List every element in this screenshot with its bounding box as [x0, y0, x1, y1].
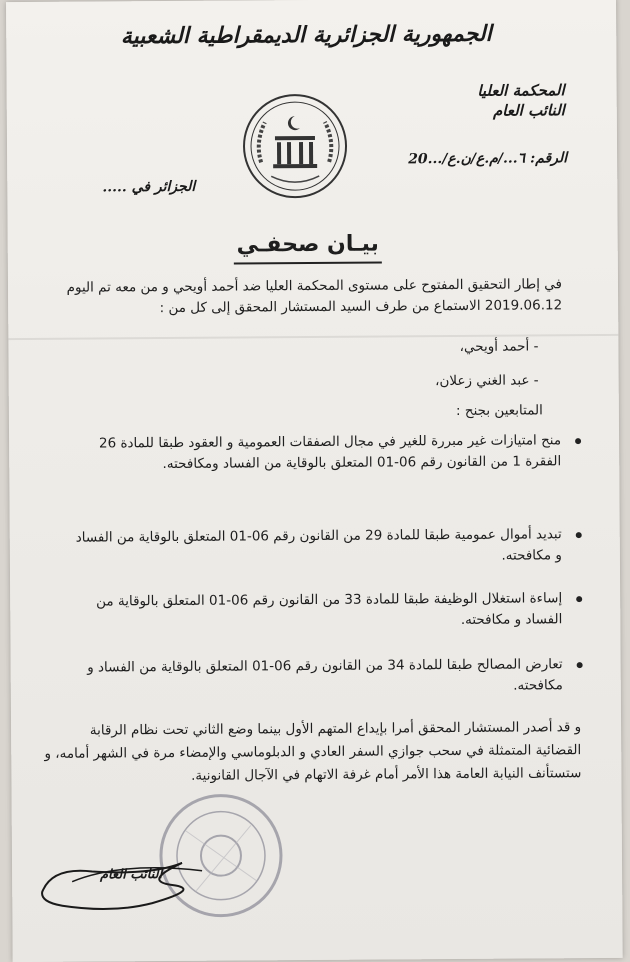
person-item: - أحمد أويحي، [459, 338, 539, 355]
charge-item: منح امتيازات غير مبررة للغير في مجال الصفقات العمومية و العقود طبقا للمادة 26 الفقرة 1 من القانون رقم 06-01 المتعلق بالوقاية من الفساد ومكافحته. [98, 432, 562, 473]
court-office: النائب العام [492, 101, 565, 120]
court-block [425, 80, 565, 121]
republic-header: الجمهورية الجزائرية الديمقراطية الشعبية [120, 20, 492, 50]
bullet-icon [576, 532, 582, 538]
bullet-icon [575, 438, 581, 444]
city-date: الجزائر في ..... [102, 178, 196, 196]
reference-number: الرقم: ٦.../م.ع/ن.ع/...20 [408, 150, 568, 168]
document-page [6, 0, 623, 962]
closing-paragraph: و قد أصدر المستشار المحقق أمرا بإيداع المتهم الأول بينما وضع الثاني تحت نظام الرقابة القضائية المتمثلة في سحب جوازي السفر العادي و الدبلوماسي والإمضاء مرة في الشهر أمامه، و ستستأنف النيابة العامة هذا الأمر أمام غرفة الاتهام في الآجال القانونية. [44, 719, 582, 784]
person-item: - عبد الغني زعلان، [435, 372, 539, 390]
bullet-icon [576, 596, 582, 602]
court-emblem-icon [241, 92, 350, 201]
charges-label: المتابعين بجنح : [455, 402, 543, 419]
bullet-icon [577, 662, 583, 668]
title-underline [234, 262, 382, 265]
charge-item: تعارض المصالح طبقا للمادة 34 من القانون رقم 06-01 المتعلق بالوقاية من الفساد و مكافحته. [87, 656, 563, 694]
court-name: المحكمة العليا [477, 81, 565, 100]
charge-item: إساءة استغلال الوظيفة طبقا للمادة 33 من القانون رقم 06-01 المتعلق بالوقاية من الفساد و مكافحته. [96, 590, 563, 628]
charge-item: تبديد أموال عمومية طبقا للمادة 29 من القانون رقم 06-01 المتعلق بالوقاية من الفساد و مكافحته. [75, 526, 562, 564]
intro-paragraph: في إطار التحقيق المفتوح على مستوى المحكمة العليا ضد أحمد أويحي و من معه تم اليوم 2019.06.12 الاستماع من طرف السيد المستشار المحقق إلى كل من : [66, 276, 563, 317]
signatory-title: النائب العام [99, 867, 163, 883]
page-title: بيـان صحفـي [236, 231, 379, 258]
